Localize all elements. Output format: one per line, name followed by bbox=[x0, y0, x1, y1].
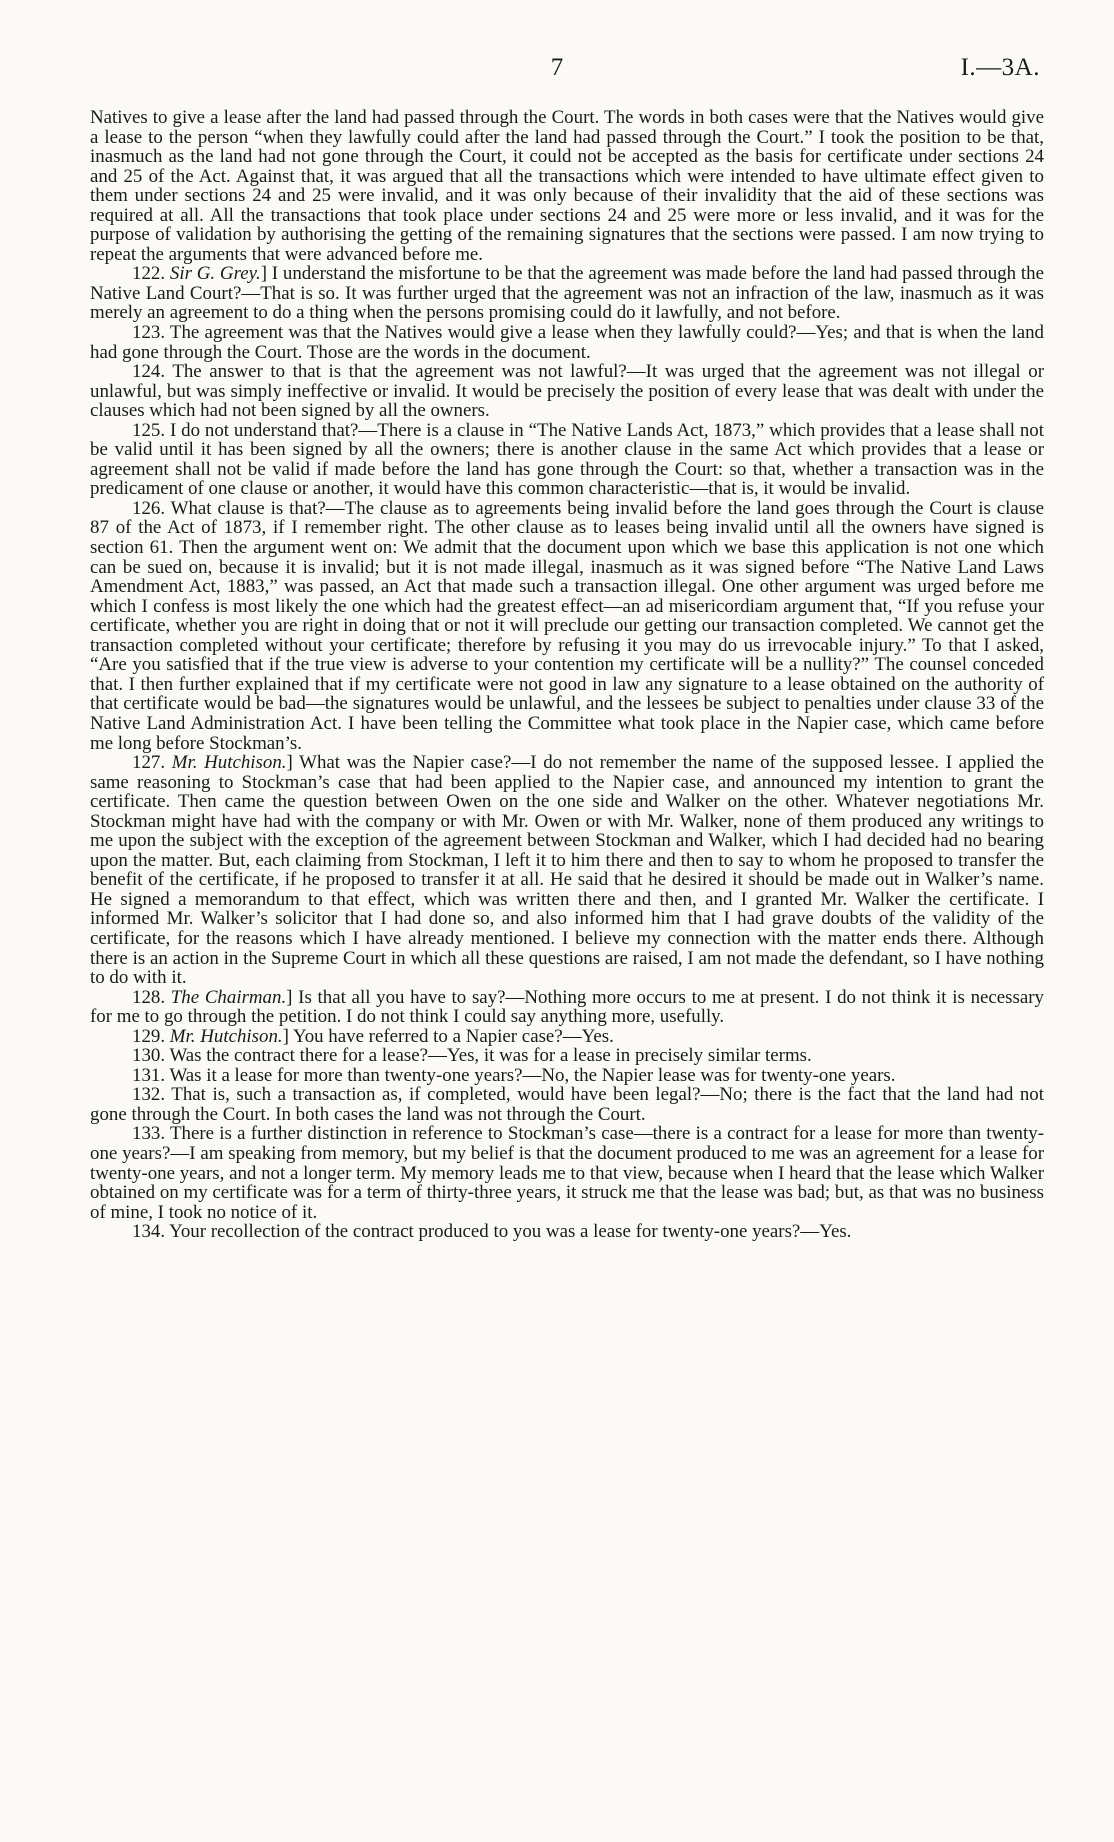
question-paragraph: 122. Sir G. Grey.] I understand the misfortune to be that the agreement was made before the land had passed through the Native Land Court?—That is so. It was further urged that the agreement was not an infraction of the law, inasmuch as it was merely an agreement to do a thing when the persons promising could do it lawfully, and not before. bbox=[90, 263, 1044, 324]
speaker-name: Mr. Hutchison. bbox=[171, 752, 287, 774]
question-paragraph: 129. Mr. Hutchison.] You have referred to a Napier case?—Yes. bbox=[132, 1025, 614, 1047]
question-paragraph: 128. The Chairman.] Is that all you have to say?—Nothing more occurs to me at present. I do not think it is necessary for me to go through the petition. I do not think I could say anything more, usefully. bbox=[90, 986, 1044, 1028]
paragraph-text: There is a further distinction in reference to Stockman’s case—there is a contract for a lease for more than twenty-one years?—I am speaking from memory, but my belief is that the document produced to me was an agreement for a lease for twenty-one years, and not a longer term. My memory leads me to that view, because when I heard that the lease which Walker obtained on my certificate was for a term of thirty-three years, it struck me that the lease was bad; but, as that was no business of mine, I took no notice of it. bbox=[90, 1123, 1044, 1223]
question-number: 122. bbox=[132, 263, 166, 285]
question-paragraph bbox=[90, 1222, 1044, 1242]
question-paragraph bbox=[90, 499, 1044, 753]
paragraph-text: I understand the misfortune to be that the agreement was made before the land had passed through the Native Land Court?—That is so. It was further urged that the agreement was not an infraction of the law, inasmuch as it was merely an agreement to do a thing when the persons promising could do it lawfully, and not before. bbox=[90, 263, 1044, 324]
question-paragraph bbox=[90, 1066, 1044, 1086]
paragraph-text: Your recollection of the contract produced to you was a lease for twenty-one years?—Yes. bbox=[169, 1221, 852, 1243]
document-reference: I.—3A. bbox=[960, 54, 1040, 81]
paragraph-text: Was the contract there for a lease?—Yes, it was for a lease in precisely similar terms. bbox=[169, 1045, 812, 1067]
question-paragraph bbox=[90, 1085, 1044, 1124]
speaker-name: Sir G. Grey. bbox=[169, 263, 261, 285]
paragraph-text: The answer to that is that the agreement was not lawful?—It was urged that the agreement was not illegal or unlawful, but was simply ineffective or invalid. It would be precisely the position of every lease that was dealt with under the clauses which had not been signed by all the owners. bbox=[90, 361, 1044, 422]
question-number: 127. bbox=[132, 752, 166, 774]
question-number: 124. bbox=[132, 361, 166, 383]
question-paragraph bbox=[90, 421, 1044, 499]
question-paragraph: 127. Mr. Hutchison.] What was the Napier case?—I do not remember the name of the supposed lessee. I applied the same reasoning to Stockman’s case that had been applied to the Napier case, and announced my intention to grant the certificate. Then came the question between Owen on the one side and Walker on the other. Whatever negotiations Mr. Stockman might have had with the company or with Mr. Owen or with Mr. Walker, none of them produced any writings to me upon the subject with the exception of the agreement between Stockman and Walker, which I had decided had no bearing upon the matter. But, each claiming from Stockman, I left it to him there and then to say to whom he proposed to transfer the benefit of the certificate, if he proposed to transfer it at all. He said that he desired it should be made out in Walker’s name. He signed a memorandum to that effect, which was written there and then, and I granted Mr. Walker the certificate. I informed Mr. Walker’s solicitor that I had done so, and also informed him that I had grave doubts of the validity of the certificate, for the reasons which I have already mentioned. I believe my connection with the matter ends there. Although there is an action in the Supreme Court in which all these questions are raised, I am not made the defendant, so I have nothing to do with it. bbox=[90, 752, 1044, 989]
question-number: 130. bbox=[132, 1045, 166, 1067]
paragraph-text: Is that all you have to say?—Nothing more occurs to me at present. I do not think it is necessary for me to go through the petition. I do not think I could say anything more, usefully. bbox=[90, 986, 1044, 1028]
page-number: 7 bbox=[550, 54, 564, 81]
paragraph-text: That is, such a transaction as, if completed, would have been legal?—No; there is the fact that the land had not gone through the Court. In both cases the land was not through the Court. bbox=[90, 1084, 1044, 1125]
question-number: 126. bbox=[132, 497, 166, 519]
paragraph-text: Natives to give a lease after the land had passed through the Court. The words in both cases were that the Natives would give a lease to the person “when they lawfully could after the land had passed through the Court.” I took the position to be that, inasmuch as the land had not gone through the Court, it could not be accepted as the basis for certificate under sections 24 and 25 of the Act. Against that, it was argued that all the transactions which were intended to have ultimate effect given to them under sections 24 and 25 were invalid, and it was only because of their invalidity that the aid of these sections was required at all. All the transactions that took place under sections 24 and 25 were more or less invalid, and it was for the purpose of validation by authorising the getting of the remaining signatures that the sections were passed. I am now trying to repeat the arguments that were advanced before me. bbox=[90, 107, 1044, 265]
question-number: 128. bbox=[132, 986, 166, 1008]
paragraph-text: I do not understand that?—There is a clause in “The Native Lands Act, 1873,” which provides that a lease shall not be valid until it has been signed by all the owners; there is another clause in the same Act which provides that a lease or agreement shall not be valid if made before the land has gone through the Court: so that, whether a transaction was in the predicament of one clause or another, it would have this common characteristic—that is, it would be invalid. bbox=[90, 419, 1044, 500]
question-number: 129. bbox=[132, 1025, 166, 1047]
paragraph-text: The agreement was that the Natives would give a lease when they lawfully could?—Yes; and that is when the land had gone through the Court. Those are the words in the document. bbox=[90, 322, 1045, 363]
question-paragraph bbox=[90, 323, 1044, 362]
question-number: 131. bbox=[132, 1064, 166, 1086]
paragraph-text: What was the Napier case?—I do not remember the name of the supposed lessee. I applied the same reasoning to Stockman’s case that had been applied to the Napier case, and announced my intention to grant the certificate. Then came the question between Owen on the one side and Walker on the other. Whatever negotiations Mr. Stockman might have had with the company or with Mr. Owen or with Mr. Walker, none of them produced any writings to me upon the subject with the exception of the agreement between Stockman and Walker, which I had decided had no bearing upon the matter. But, each claiming from Stockman, I left it to him there and then to say to whom he proposed to transfer the benefit of the certificate, if he proposed to transfer it at all. He said that he desired it should be made out in Walker’s name. He signed a memorandum to that effect, which was written there and then, and I granted Mr. Walker the certificate. I informed Mr. Walker’s solicitor that I had done so, and also informed him that I had grave doubts of the validity of the certificate, for the reasons which I have already mentioned. I believe my connection with the matter ends there. Although there is an action in the Supreme Court in which all these questions are raised, I am not made the defendant, so I have nothing to do with it. bbox=[90, 752, 1044, 989]
speaker-name: Mr. Hutchison. bbox=[169, 1025, 283, 1047]
question-number: 123. bbox=[132, 322, 166, 344]
paragraph-continuation bbox=[90, 108, 1044, 264]
paragraph-text: You have referred to a Napier case?—Yes. bbox=[292, 1025, 614, 1047]
question-paragraph bbox=[90, 1046, 1044, 1066]
speaker-name: The Chairman. bbox=[170, 986, 287, 1008]
question-number: 125. bbox=[132, 419, 166, 441]
question-paragraph bbox=[90, 1124, 1044, 1222]
paragraph-text: Was it a lease for more than twenty-one years?—No, the Napier lease was for twenty-one years. bbox=[169, 1064, 896, 1086]
question-number: 133. bbox=[132, 1123, 166, 1145]
evidence-transcript bbox=[90, 108, 1044, 1242]
paragraph-text: What clause is that?—The clause as to agreements being invalid before the land goes through the Court is clause 87 of the Act of 1873, if I remember right. The other clause as to leases being invalid until all the owners have signed is section 61. Then the argument went on: We admit that the document upon which we base this application is not one which can be sued on, because it is invalid; but it is not made illegal, inasmuch as it was signed before “The Native Land Laws Amendment Act, 1883,” was passed, an Act that made such a transaction illegal. One other argument was urged before me which I confess is most likely the one which had the greatest effect—an ad misericordiam argument that, “If you refuse your certificate, whether you are right in doing that or not it will preclude our getting our transaction completed. We cannot get the transaction completed without your certificate; therefore by refusing it you may do us irrevocable injury.” To that I asked, “Are you satisfied that if the true view is adverse to your contention my certificate will be a nullity?” The counsel conceded that. I then further explained that if my certificate were not good in law any signature to a lease obtained on the authority of that certificate would be bad—the signatures would be unlawful, and the lessees be subject to penalties under clause 33 of the Native Land Administration Act. I have been telling the Committee what took place in the Napier case, which came before me long before Stockman’s. bbox=[90, 497, 1044, 754]
question-number: 132. bbox=[132, 1084, 166, 1106]
question-number: 134. bbox=[132, 1221, 166, 1243]
question-paragraph bbox=[90, 362, 1044, 421]
